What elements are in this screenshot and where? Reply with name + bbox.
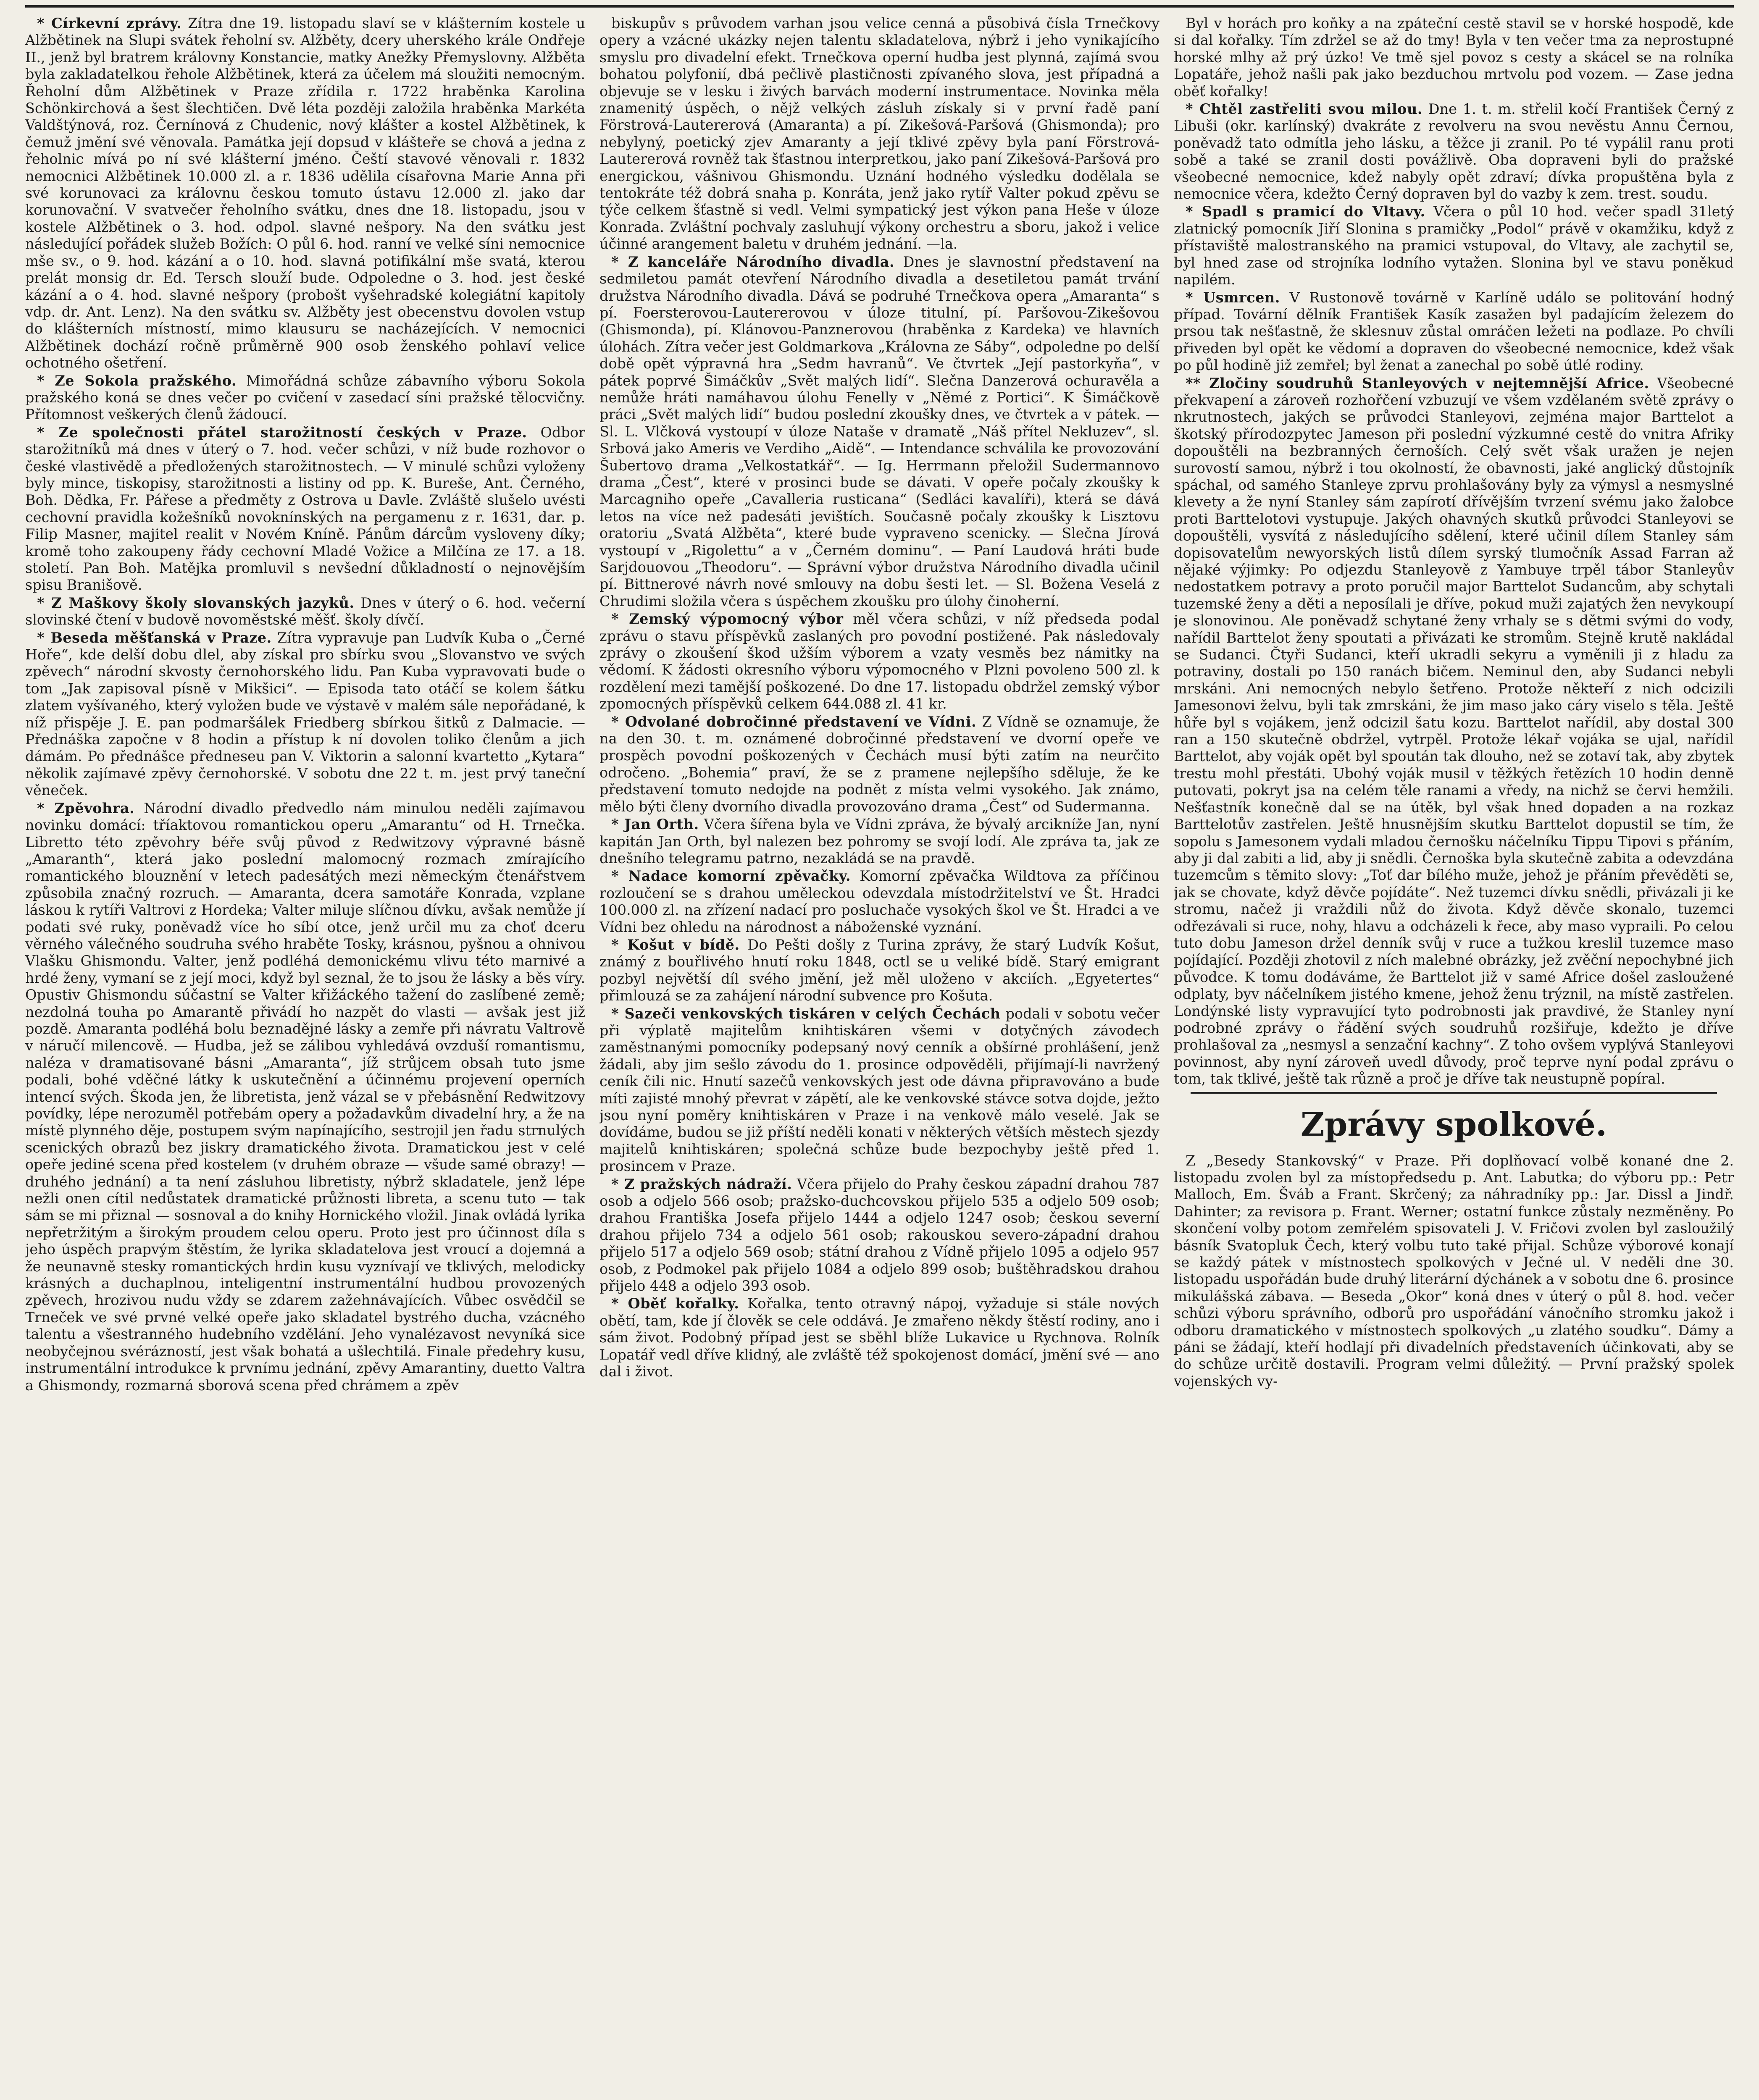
- article-heading: * Usmrcen.: [1186, 289, 1280, 306]
- article-heading: * Z kanceláře Národního divadla.: [611, 253, 895, 270]
- section-heading: Zprávy spolkové.: [1300, 1105, 1607, 1144]
- article-heading: * Z pražských nádraží.: [611, 1176, 792, 1192]
- article-paragraph: [1174, 15, 1734, 100]
- article-heading: * Sazeči venkovských tiskáren v celých Čechách: [611, 1005, 1001, 1022]
- article-paragraph: [1174, 289, 1734, 374]
- article-body: Do Pešti došly z Turina zprávy, že starý Ludvík Košut, známý z bouřlivého hnutí roku 1848, octl se u veliké bídě. Starý emigrant pozbyl největší díl svého jmění, jež měl uloženo v akciích. „Egyetertes“ přimlouzá se za zahájení národní subvence pro Košuta.: [599, 936, 1160, 1004]
- article-heading: * Spadl s pramicí do Vltavy.: [1186, 203, 1425, 220]
- article-body: Z Vídně se oznamuje, že na den 30. t. m. oznámené dobročinné představení ve dvorní opeře ve prospěch povodní poškozených v Čechách musí býti zatím na neurčito odročeno. „Bohemia“ praví, že se z pramene nejlepšího sděluje, že ke představení tomuto nedojde na podnět z místa velmi vysokého. Jak známo, mělo býti členy dvorního divadla provozováno drama „Čest“ od Sudermanna.: [599, 713, 1160, 815]
- article-body: V Rustonově továrně v Karlíně událo se politování hodný případ. Tovární dělník František Kasík zasažen byl padajícím železem do prsou tak nešťastně, že sklesnuv zůstal omráčen ležeti na podlaze. Po chvíli přiveden byl opět ke vědomí a dopraven do všeobecné nemocnice, kdež však po půl hodině již zemřel; byl ženat a zanechal po sobě útlé rodiny.: [1174, 289, 1734, 374]
- article-paragraph: [1174, 101, 1734, 202]
- article-body: Z „Besedy Stankovský“ v Praze. Při doplňovací volbě konané dne 2. listopadu zvolen byl za místopředsedu p. Ant. Labutka; do výboru pp.: Petr Malloch, Em. Šváb a Frant. Skrčený; za náhradníky pp.: Jar. Dissl a Jindř. Dahinter; za revisora p. Frant. Werner; ostatní funkce zůstaly nezměněny. Po skončení volby potom zemřelém spisovateli J. V. Fričovi zvolen byl zasloužilý básník Svatopluk Čech, který volbu tuto také přijal. Schůze výborové konají se každý pátek v místnostech spolkových v Ječné ul. V neděli dne 30. listopadu uspořádán bude druhý literární dýchánek a v sobotu dne 6. prosince mikulášská zábava. — Beseda „Okor“ koná dnes v úterý o půl 8. hod. večer schůzi výboru správního, odborů pro uspořádání vánočního stromku jakož i odboru dramatického v místnostech spolkových „u zlatého soudku“. Dámy a páni se žádají, kteří hodlají při divadelních představeních účinkovati, aby se do schůze určitě dostavili. Program velmi důležitý. — První pražský spolek vojenských vy-: [1174, 1152, 1734, 1389]
- article-body: Národní divadlo předvedlo nám minulou neděli zajímavou novinku domácí: tříaktovou romantickou operu „Amarantu“ od H. Trnečka. Libretto této zpěvohry béře svůj původ z Redwitzovy výpravné básně „Amaranth“, která jako poslední malomocný rozmach zmírajícího romantického blouznění v letech padesátých mezi německým čtenářstvem způsobila značný rozruch. — Amaranta, dcera samotáře Konrada, vzplane láskou k rytíři Valtrovi z Hordeka; Valter miluje slíčnou dívku, avšak nemůže jí podati své ruky, poněvadž více ho síbí otce, jenž určil mu za choť dceru věrného válečného soudruha svého hraběte Tosky, krásnou, pyšnou a ohnivou Vlašku Ghismondu. Valter, jenž podléhá demonickému vlivu této marnivé a hrdé ženy, vymaní se z její moci, když byl seznal, že to jsou že lásky a běs víry. Opustiv Ghismondu súčastní se Valter křižáckého tažení do zaslíbené země; nezdolná touha po Amarantě přivádí ho nazpět do vlasti — avšak jest již pozdě. Amaranta podléhá bolu beznadějné lásky a zemře při návratu Valtrově v náručí milencově. — Hudba, jež se zálibou vyhledává ovzduší romantismu, naléza v dramatisované básni „Amaranta“, jíž strůjcem obsah tuto jsme podali, bohé vděčné látky k uskutečnění a účinnému projevení operních intencí svých. Škoda jen, že libretista, jenž vázal se v přebásnění Redwitzovy povídky, lépe nerozuměl potřebám opery a požadavkům divadelní hry, a že na místě plynného děje, postupem svým napínajícího, sestrojil jen řadu strnulých scenických obrazů bez jiskry dramatického života. Dramatickou jest v celé opeře jediné scena před kostelem (v druhém obraze — všude samé obrazy! — druhého jednání) a ta není zásluhou libretisty, nýbrž skladatele, jenž lépe nežli onen cítil nedůstatek dramatické průžnosti libreta, a scenu tuto — tak sám se mi přiznal — sosnoval a do knihy Hornického vložil. Jinak ovládá lyrika nepřetržitým a širokým proudem celou operu. Proto jest pro účinnost díla s jeho úspěch prapvým štěstím, že lyrika skladatelova jest vroucí a dojemná a že neunavně stesky romantických hrdin kusu vyznívají ve tklivých, melodicky krásných a duchaplnou, inteligentní instrumentální hudbou provozených zpěvech, hrozivou nudu vždy se zdarem zažehnávajících. Vůbec osvědčil se Trneček ve své prvné velké opeře jako skladatel bystrého ducha, vzácného talentu a všestranného hudebního vzdělání. Jeho vynalézavost nevyníká sice neobyčejnou svérázností, jest však bohatá a ušlechtilá. Finale předehry kusu, instrumentální introdukce k prvnímu jednání, zpěvy Amarantiny, duetto Valtra a Ghismondy, rozmarná sborová scena před chrámem a zpěv: [25, 800, 585, 1394]
- article-heading: * Chtěl zastřeliti svou milou.: [1186, 101, 1423, 118]
- article-paragraph: [1174, 203, 1734, 288]
- article-paragraph: [25, 373, 585, 423]
- column-2: [599, 15, 1160, 2100]
- article-paragraph: [599, 1295, 1160, 1380]
- top-rule: [25, 5, 1734, 8]
- article-body: Všeobecné překvapení a zároveň rozhořčení vzbuzují ve všem vzdělaném světě zprávy o nkrutnostech, jakých se průvodci Stanleyovi, zejména major Barttelot a škotský přírodozpytec Jameson při poslední výzkumné cestě do vnitra Afriky dopouštěli na bezbranných černoších. Celý svět však uražen je nejen surovostí samou, nýbrž i tou okolností, že obavnosti, jaké anglický důstojník spáchal, od samého Stanleye zprvu prohlašovány byly za výmysl a nesmyslné klevety a že nyní Stanley sám zapírotí dřívějším tvrzení svému jako žalobce proti Barttelotovi vystupuje. Jakých ohavných skutků průvodci Stanleyovi se dopouštěli, vysvítá z následujícího sdělení, které učinil dílem Stanley sám dopisovatelům newyorských listů dílem syrský tlumočník Assad Farran až nějaké výjimky: Po odjezdu Stanleyově z Yambuye trpěl tábor Stanleyův nedostatkem potravy a proto poručil major Barttelot Sudancům, aby schytali tuzemské ženy a děti a neposílali je dříve, pokud muži zajatých žen nevykoupí je slonovinou. Ale poněvadž schytané ženy vrhaly se s dětmi svými do vody, nařídil Barttelot ženy spoutati a přivázati ke stromům. Stejně krutě nakládal se Sudanci. Čtyři Sudanci, kteří ukradli sekyru a vyměnili ji z hladu za potraviny, dostali po 150 ranách bičem. Neminul den, aby Sudanci nebyli mrskáni. Ani nemocných nebylo šetřeno. Protože někteří z nich odcizili Jamesonovi želvu, byli tak zmrskáni, že jim maso jako cáry viselo s těla. Ještě hůře byl s vojákem, jenž odcizil šatu kozu. Barttelot nařídil, aby dostal 300 ran a 150 skutečně obdržel, vytrpěl. Protože lékař vojáka se ujal, nařídil Barttelot, aby voják opět byl spoután tak dlouho, než se zotaví tak, aby zbytek trestu mohl přestáti. Ubohý voják musil v těžkých řetězích 10 hodin denně putovati, pokryt jsa na celém těle ranami a vředy, na nichž se červi hemžili. Nešťastník konečně dal se na útěk, byl však hned dopaden a na rozkaz Barttelotův zastřelen. Ještě hnusnějším skutku Barttelot dopustil se tím, že sopolu s Jamesonem vydali mladou černošku náčelníku Tippu Tipovi s přáním, aby ji dal zabiti a lid, aby ji snědli. Černoška byla skutečně zabita a odevzdána tuzemcům s těmito slovy: „Toť dar bílého muže, jehož je přáním převěděti se, jak se chovate, když děvče pojídáte“. Než tuzemci dívku snědli, přivázali ji ke stromu, načež ji vraždili nůž do života. Když děvče skonalo, tuzemci odřezávali si ruce, nohy, hlavu a odcházeli k řece, aby maso vypraili. Po celou tuto dobu Jameson držel denník svůj v ruce a tužkou kreslil tuzemce maso pojídající. Později zhotovil z ních malebné obrázky, jež zvěční nepochybné jich původce. K tomu dodáváme, že Barttelot již v samé Africe došel zasloužené odplaty, byv náčelníkem jistého kmene, jehož ženu trýznil, na místě zastřelen. Londýnské listy vypravující tyto podrobnosti jak pravdivé, že Stanley nyní podrobné zprávy o řádění svých soudruhů rozšiřuje, kdežto je dříve prohlašoval za „nesmysl a senzační kachny“. Z toho ovšem vyplývá Stanleyovi povinnost, aby nyní zároveň uvedl důvody, proč teprve nyní podal zprávu o tom, tak tklivé, ještě tak různě a proč je dříve tak neustupně popíral.: [1174, 375, 1734, 1087]
- article-paragraph: [599, 816, 1160, 867]
- column-1: [25, 15, 585, 2100]
- article-heading: * Ze společnosti přátel starožitností českých v Praze.: [37, 424, 527, 441]
- article-body: Zítra vypravuje pan Ludvík Kuba o „Černé Hoře“, kde delší dobu dlel, aby získal pro sbírku svou „Slovanstvo ve svých zpěvech“ národní skvosty černohorského lidu. Pan Kuba vypravovati bude o tom „Jak zapisoval písně v Mikšici“. — Episoda tato otáčí se kolem šátku zlatem vyšívaného, který vyložen bude ve výstavě v malém sále nepořádané, k níž přispěje J. E. pan podmaršálek Friedberg sbírkou šitků z Dalmacie. — Přednáška započne v 8 hodin a přístup k ní dovolen toliko členům a jich dámám. Po přednášce předneseu pan V. Viktorin a salonní kvartetto „Kytara“ několik zajímavé zpěvy černohorské. V sobotu dne 22 t. m. jest prvý taneční věneček.: [25, 629, 585, 799]
- article-body: měl včera schůzi, v níž předseda podal zprávu o stavu příspěvků zaslaných pro povodní postižené. Pak následovaly zprávy o zkoušení škod užším výborem a vzaty vesměs bez námitky na vědomí. K žádosti okresního výboru výpomocného v Plzni povoleno 500 zl. k rozdělení mezi tamější poškozené. Do dne 17. listopadu obdržel zemský výbor zpomocných příspěvků celkem 644.088 zl. 41 kr.: [599, 611, 1160, 712]
- article-body: Dne 1. t. m. střelil kočí František Černý z Libuši (okr. karlínský) dvakráte z revolveru na svou nevěstu Annu Černou, poněvadž tato odmítla jeho lásku, a těžce ji zranil. Po té vypálil ranu proti sobě a také se zranil dosti povážlivě. Oba dopraveni byli do pražské všeobecné nemocnice, kdež nabyly opět zdraví; dívka propuštěna byla z nemocnice včera, kdežto Černý dopraven byl do vazby k zem. trest. soudu.: [1174, 101, 1734, 202]
- column-3: [1174, 15, 1734, 2100]
- article-paragraph: [599, 937, 1160, 1005]
- article-paragraph: [599, 1176, 1160, 1295]
- article-paragraph: [25, 800, 585, 1394]
- article-body: Dnes v úterý o 6. hod. večerní slovinské čtení v budově novoměstské měšť. školy dívčí.: [25, 594, 585, 628]
- article-paragraph: [599, 254, 1160, 610]
- article-heading: * Zpěvohra.: [37, 800, 135, 816]
- article-heading: * Církevní zprávy.: [37, 15, 182, 32]
- section-rule: [1191, 1092, 1717, 1094]
- article-body: Zítra dne 19. listopadu slaví se v klášterním kostele u Alžbětinek na Slupi svátek řeholní sv. Alžběty, dcery uherského krále Ondřeje II., jenž byl bratrem královny Konstancie, matky Anežky Přemyslovny. Alžběta byla zakladatelkou řehole Alžbětinek, která za účelem má sloužiti nemocným. Řeholní dům Alžbětinek v Praze zřídila r. 1722 hraběnka Karolina Schönkirchová a šest šlechtičen. Dvě léta později založila hraběnka Markéta Valdštýnová, roz. Černínová z Chudenic, nový klášter a kostel Alžbětinek, k čemuž jmění své věnovala. Památka její dopsud v klášteře se chová a jedna z řeholnic mívá po ní své klášterní jméno. Čeští stavové věnovali r. 1832 nemocnici Alžbětinek 10.000 zl. a r. 1836 udělila císařovna Marie Anna při své korunovaci za královnu českou tomuto ústavu 12.000 zl. jako dar korunovační. V svatvečer řeholního svátku, dnes dne 18. listopadu, jsou v kostele Alžbětinek o 3. hod. odpol. slavné nešpory. Na den svátku jest následující pořádek služeb Božích: O půl 6. hod. ranní ve velké síni nemocnice mše sv., o 9. hod. kázání a o 10. hod. slavná potifikální mše svatá, kterou prelát monsig dr. Ed. Tersch slouží bude. Odpoledne o 3. hod. jest české kázání a o 4. hod. slavné nešpory (probošt vyšehradské kolegiátní kapitoly vdp. dr. Ant. Lenz). Na den svátku sv. Alžběty jest obecenstvu dovolen vstup do klášterních místností, mimo klausuru se nacházejících. V nemocnici Alžbětinek dochází ročně průměrně 900 osob ženského pohlaví velice ochotného ošetření.: [25, 15, 585, 371]
- article-heading: * Oběť kořalky.: [611, 1295, 739, 1312]
- article-paragraph: [599, 714, 1160, 815]
- article-paragraph: [599, 611, 1160, 712]
- article-body: Včera přijelo do Prahy českou západní drahou 787 osob a odjelo 566 osob; pražsko-duchcovskou přijelo 535 a odjelo 509 osob; drahou Františka Josefa přijelo 1444 a odjelo 1247 osob; českou severní drahou přijelo 734 a odjelo 561 osob; rakouskou severo-západní drahou přijelo 517 a odjelo 569 osob; státní drahou z Vídně přijelo 1095 a odjelo 957 osob, z Podmokel pak přijelo 1084 a odjelo 899 osob; buštěhradskou drahou přijelo 448 a odjelo 393 osob.: [599, 1176, 1160, 1294]
- article-paragraph: [25, 630, 585, 799]
- article-body: Dnes je slavnostní představení na sedmiletou památ otevření Národního divadla a desetiletou památ trvání družstva Národního divadla. Dává se podruhé Trnečkova opera „Amaranta“ s pí. Foersterovou-Lautererovou v úloze titulní, pí. Paršovou-Zikešovou (Ghismonda), pí. Klánovou-Panznerovou (hraběnka z Kardeka) ve hlavních úlohách. Zítra večer jest Goldmarkova „Královna ze Sáby“, odpoledne po delší době opět výpravná hra „Sedm havranů“. Ve čtvrtek „Její pastorkyňa“, v pátek poprvé Šimáčkův „Svět malých lidí“. Slečna Danzerová ochuravěla a nemůže hráti namáhavou úlohu Fenelly v „Němé z Portici“. K Šimáčkově práci „Svět malých lidí“ budou poslední zkoušky dnes, ve čtvrtek a v pátek. — Sl. L. Vlčková vystoupí v úloze Nataše v dramatě „Náš přítel Nekluzev“, sl. Srbová jako Ameris ve Verdiho „Aidě“. — Intendance schválila ke provozování Šubertovo drama „Velkostatkář“. — Ig. Herrmann přeložil Sudermannovo drama „Čest“, které v prosinci bude se dávati. V opeře počaly zkoušky k Marcagniho opeře „Cavalleria rusticana“ (Sedláci kavalíři), která se dává letos na více než padesáti jevištích. Současně počaly zkoušky k Lisztovu oratoriu „Svatá Alžběta“, které bude vypraveno scenicky. — Slečna Jírová vystoupí v „Rigolettu“ a v „Černém dominu“. — Paní Laudová hráti bude Sarjdouovou „Theodoru“. — Správní výbor družstva Národního divadla učinil pí. Bittnerové návrh nové smlouvy na dobu šesti let. — Sl. Božena Veselá z Chrudimi složila včera s úspěchem zkoušku pro úlohy činoherní.: [599, 253, 1160, 609]
- article-paragraph: [599, 1005, 1160, 1175]
- article-paragraph: [25, 424, 585, 594]
- article-paragraph: [25, 595, 585, 629]
- article-paragraph: [1174, 1152, 1734, 1390]
- article-body: Mimořádná schůze zábavního výboru Sokola pražského koná se dnes večer po cvičení v zasedací síni pražské tělocvičny. Přítomnost veškerých členů žádoucí.: [25, 372, 585, 423]
- article-paragraph: [1174, 375, 1734, 1088]
- article-paragraph: [599, 15, 1160, 253]
- article-body: Byl v horách pro koňky a na zpáteční cestě stavil se v horské hospodě, kde si dal kořalky. Tím zdržel se až do tmy! Byla v ten večer tma za neprostupné horské mlhy až prý úzko! Ve tmě sjel povoz s cesty a skácel se na rolníka Lopatáře, jehož našli pak jako bezduchou mrtvolu pod vozem. — Zase jedna oběť kořalky!: [1174, 15, 1734, 100]
- article-heading: * Košut v bídě.: [611, 936, 740, 953]
- article-body: Včera o půl 10 hod. večer spadl 31letý zlatnický pomocník Jiří Slonina s pramičky „Podol“ právě v okamžiku, když z přístaviště malostranského na pramici vstupoval, do Vltavy, ale zachytil se, byl hned zase od strojníka lodního vytažen. Slonina byl ve stavu poněkud napilém.: [1174, 203, 1734, 288]
- columns: [25, 15, 1734, 2100]
- article-heading: * Z Maškovy školy slovanských jazyků.: [37, 594, 355, 611]
- article-paragraph: [599, 868, 1160, 936]
- article-body: Odbor starožitníků má dnes v úterý o 7. hod. večer schůzi, v níž bude rozhovor o české vlastivědě a předložených starožitnostech. — V minulé schůzi vyloženy byly mince, tiskopisy, starožitnosti a listiny od pp. K. Bureše, Ant. Černého, Boh. Dědka, Fr. Pářese a předměty z Ostrova u Davle. Zvláště slušelo uvésti cechovní pravidla kožešníků novoknínských na pergamenu z r. 1631, dar. p. Filip Masner, majitel realit v Novém Kníně. Pánům dárcům vysloveny díky; kromě toho zakoupeny řády cechovní Mladé Vožice a Milčína ze 17. a 18. století. Pan Boh. Matějka promluvil s nevšední důkladností o nejnovějším spisu Branišově.: [25, 424, 585, 593]
- article-heading: * Nadace komorní zpěvačky.: [611, 868, 851, 885]
- article-paragraph: [25, 15, 585, 372]
- article-heading: * Ze Sokola pražského.: [37, 372, 237, 389]
- article-heading: * Beseda měšťanská v Praze.: [37, 629, 272, 646]
- article-heading: * Odvolané dobročinné představení ve Vídni.: [611, 713, 977, 730]
- article-heading: ** Zločiny soudruhů Stanleyových v nejtemnější Africe.: [1186, 375, 1649, 391]
- article-heading: * Jan Orth.: [611, 816, 699, 833]
- article-body: biskupův s průvodem varhan jsou velice cenná a působivá čísla Trnečkovy opery a vzácné ukázky nejen talentu skladatelova, nýbrž i jeho vynikajícího smyslu pro divadelní efekt. Trnečkova operní hudba jest plynná, zajímá svou bohatou polyfonií, dbá pečlivě plastičnosti zpívaného slova, jest případná a objevuje se v lesku i živých barvách moderní instrumentace. Novinka měla znamenitý úspěch, o nějž velkých zásluh získaly si v první řadě paní Förstrová-Lautererová (Amaranta) a pí. Zikešová-Paršová (Ghismonda); pro nebylyný, poetický zjev Amaranty a její tklivé zpěvy byla paní Förstrová-Lautererová rovněž tak šťastnou interpretkou, jako paní Zikešová-Paršová pro energickou, vášnivou Ghismondu. Uznání hodného výsledku dodělala se tentokráte též dobrá snaha p. Konráta, jenž jako rytíř Valter pokud zpěvu se týče celkem šťastně si vedl. Velmi sympatický jest výkon pana Heše v úloze Konrada. Zvláštní pochvaly zasluhují výkony orchestru a sboru, jakož i velice účinné arangement baletu v druhém jednání. —la.: [599, 15, 1160, 252]
- article-body: Komorní zpěvačka Wildtova za příčinou rozloučení se s drahou uměleckou odevzdala místodržitelství ve Št. Hradci 100.000 zl. na zřízení nadací pro posluchače vysokých škol ve Št. Hradci a ve Vídni bez ohledu na národnost a náboženské vyznání.: [599, 868, 1160, 935]
- article-body: Včera šířena byla ve Vídni zpráva, že bývalý arcikníže Jan, nyní kapitán Jan Orth, byl nalezen bez pohromy se svojí lodí. Ale zpráva ta, jak ze dnešního telegramu patrno, nezakládá se na pravdě.: [599, 816, 1160, 866]
- article-heading: * Zemský výpomocný výbor: [611, 611, 844, 627]
- article-body: Kořalka, tento otravný nápoj, vyžaduje si stále nových obětí, tam, kde jí člověk se cele oddává. Je zmařeno někdy štěstí rodiny, ano i sám život. Podobný případ jest se sběhl blíže Lukavice u Rychnova. Rolník Lopatář vedl dříve klidný, ale zvláště též spokojenost domácí, jmění své — ano dal i život.: [599, 1295, 1160, 1380]
- article-body: podali v sobotu večer při výplatě majitelům knihtiskáren všemi v dotyčných závodech zaměstnanými pomocníky podepsaný nový cenník a obšírné prohlášení, jenž žádali, aby jim sešlo závodu do 1. prosince odpověděli, přijímají-li navržený ceník čili nic. Hnutí sazečů venkovských jest ode dávna připravováno a bude míti zajisté mnohý převrat v zápětí, ale ke venkovské stávce sotva dojde, ježto jsou nyní poměry knihtiskáren v Praze i na venkově málo veselé. Jak se dovídáme, budou se již příští neděli konati v některých větších městech sjezdy majitelů knihtiskáren; společná schůze bude bezpochyby ještě před 1. prosincem v Praze.: [599, 1005, 1160, 1175]
